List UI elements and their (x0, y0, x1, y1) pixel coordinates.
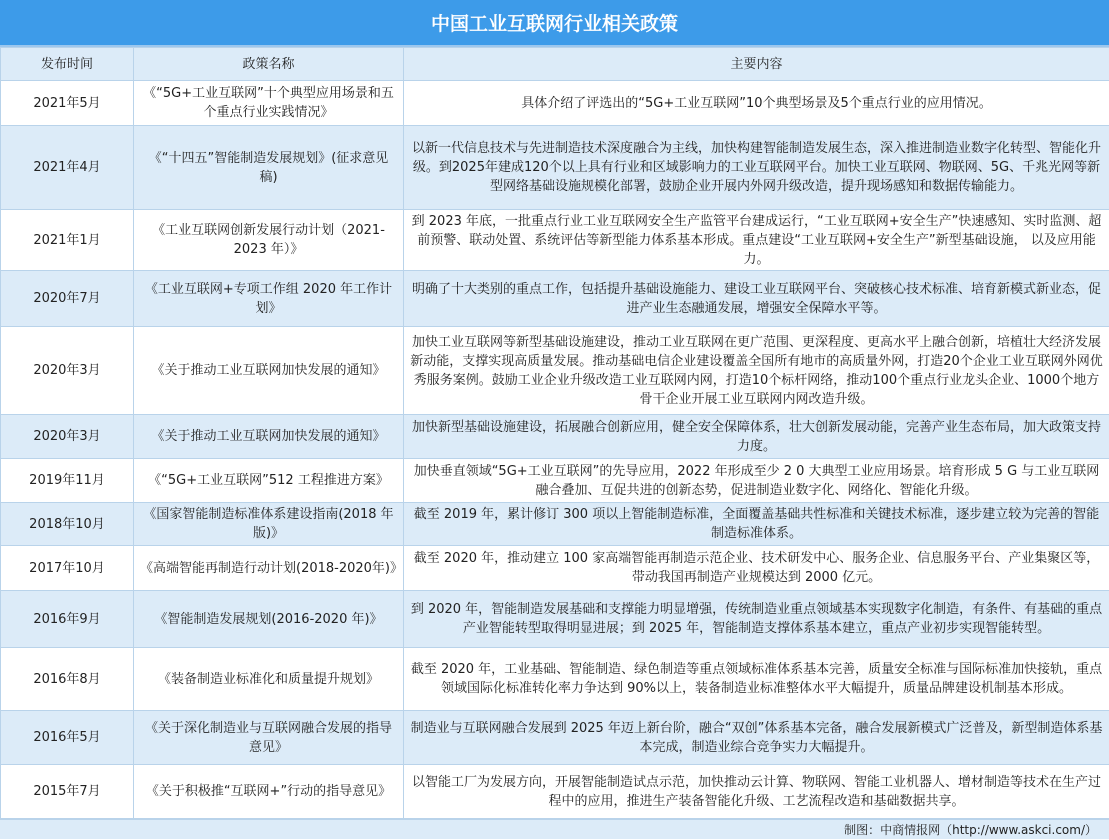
table-header-row (1, 48, 1109, 81)
table-row (1, 591, 1109, 648)
cell-date: 2021年1月 (1, 210, 134, 271)
cell-name: 《装备制造业标准化和质量提升规划》 (134, 648, 404, 711)
header-name: 政策名称 (134, 48, 404, 81)
cell-date: 2015年7月 (1, 765, 134, 819)
table-row (1, 415, 1109, 459)
cell-content: 具体介绍了评选出的“5G+工业互联网”10个典型场景及5个重点行业的应用情况。 (404, 81, 1109, 126)
cell-name: 《工业互联网+专项工作组 2020 年工作计划》 (134, 271, 404, 327)
cell-date: 2016年9月 (1, 591, 134, 648)
header-content: 主要内容 (404, 48, 1109, 81)
table-row (1, 459, 1109, 503)
cell-name: 《关于推动工业互联网加快发展的通知》 (134, 415, 404, 459)
table-row (1, 271, 1109, 327)
cell-content: 加快垂直领域“5G+工业互联网”的先导应用，2022 年形成至少 2 0 大典型工业应用场景。培育形成 5 G 与工业互联网融合叠加、互促共进的创新态势，促进制造业数字化、网络化、智能化升级。 (404, 459, 1109, 503)
cell-content: 以新一代信息技术与先进制造技术深度融合为主线，加快构建智能制造发展生态，深入推进制造业数字化转型、智能化升级。到2025年建成120个以上具有行业和区域影响力的工业互联网平台。加快工业互联网、物联网、5G、千兆光网等新型网络基础设施规模化部署，鼓励企业开展内外网升级改造，提升现场感知和数据传输能力。 (404, 126, 1109, 210)
cell-name: 《关于推动工业互联网加快发展的通知》 (134, 327, 404, 415)
source-footer: 制图：中商情报网（http://www.askci.com/） (0, 819, 1109, 839)
cell-date: 2021年4月 (1, 126, 134, 210)
table-row (1, 648, 1109, 711)
cell-content: 截至 2019 年，累计修订 300 项以上智能制造标准，全面覆盖基础共性标准和关键技术标准，逐步建立较为完善的智能制造标准体系。 (404, 503, 1109, 546)
cell-content: 截至 2020 年，推动建立 100 家高端智能再制造示范企业、技术研发中心、服务企业、信息服务平台、产业集聚区等，带动我国再制造产业规模达到 2000 亿元。 (404, 546, 1109, 591)
cell-content: 到 2023 年底，一批重点行业工业互联网安全生产监管平台建成运行，“工业互联网+安全生产”快速感知、实时监测、超前预警、联动处置、系统评估等新型能力体系基本形成。重点建设“工业互联网+安全生产”新型基础设施， 以及应用能力。 (404, 210, 1109, 271)
table-row (1, 210, 1109, 271)
table-row (1, 81, 1109, 126)
table-title: 中国工业互联网行业相关政策 (0, 0, 1109, 47)
cell-content: 明确了十大类别的重点工作，包括提升基础设施能力、建设工业互联网平台、突破核心技术标准、培育新模式新业态，促进产业生态融通发展，增强安全保障水平等。 (404, 271, 1109, 327)
table-row (1, 327, 1109, 415)
cell-date: 2016年5月 (1, 711, 134, 765)
cell-content: 到 2020 年，智能制造发展基础和支撑能力明显增强，传统制造业重点领域基本实现数字化制造，有条件、有基础的重点产业智能转型取得明显进展；到 2025 年，智能制造支撑体系基本建立，重点产业初步实现智能转型。 (404, 591, 1109, 648)
cell-date: 2019年11月 (1, 459, 134, 503)
table-row (1, 711, 1109, 765)
cell-content: 加快新型基础设施建设，拓展融合创新应用，健全安全保障体系，壮大创新发展动能，完善产业生态布局，加大政策支持力度。 (404, 415, 1109, 459)
cell-content: 加快工业互联网等新型基础设施建设，推动工业互联网在更广范围、更深程度、更高水平上融合创新，培植壮大经济发展新动能，支撑实现高质量发展。推动基础电信企业建设覆盖全国所有地市的高质量外网，打造20个企业工业互联网外网优秀服务案例。鼓励工业企业升级改造工业互联网内网，打造10个标杆网络，推动100个重点行业龙头企业、1000个地方骨干企业开展工业互联网内网改造升级。 (404, 327, 1109, 415)
cell-date: 2018年10月 (1, 503, 134, 546)
cell-name: 《关于深化制造业与互联网融合发展的指导意见》 (134, 711, 404, 765)
cell-name: 《工业互联网创新发展行动计划（2021-2023 年）》 (134, 210, 404, 271)
cell-name: 《高端智能再制造行动计划(2018-2020年)》 (134, 546, 404, 591)
cell-name: 《“5G+工业互联网”512 工程推进方案》 (134, 459, 404, 503)
policy-table (0, 47, 1109, 819)
cell-name: 《智能制造发展规划(2016-2020 年)》 (134, 591, 404, 648)
cell-name: 《关于积极推“互联网+”行动的指导意见》 (134, 765, 404, 819)
cell-name: 《“十四五”智能制造发展规划》(征求意见稿) (134, 126, 404, 210)
cell-name: 《“5G+工业互联网”十个典型应用场景和五个重点行业实践情况》 (134, 81, 404, 126)
table-row (1, 126, 1109, 210)
cell-date: 2021年5月 (1, 81, 134, 126)
table-row (1, 765, 1109, 819)
cell-date: 2017年10月 (1, 546, 134, 591)
cell-date: 2020年3月 (1, 415, 134, 459)
cell-date: 2020年7月 (1, 271, 134, 327)
table-row (1, 546, 1109, 591)
header-date: 发布时间 (1, 48, 134, 81)
cell-content: 以智能工厂为发展方向，开展智能制造试点示范，加快推动云计算、物联网、智能工业机器人、增材制造等技术在生产过程中的应用，推进生产装备智能化升级、工艺流程改造和基础数据共享。 (404, 765, 1109, 819)
cell-date: 2016年8月 (1, 648, 134, 711)
cell-content: 制造业与互联网融合发展到 2025 年迈上新台阶，融合“双创”体系基本完备，融合发展新模式广泛普及，新型制造体系基本完成，制造业综合竞争实力大幅提升。 (404, 711, 1109, 765)
cell-content: 截至 2020 年，工业基础、智能制造、绿色制造等重点领域标准体系基本完善，质量安全标准与国际标准加快接轨，重点领域国际化标准转化率力争达到 90%以上，装备制造业标准整体水平大幅提升，质量品牌建设机制基本形成。 (404, 648, 1109, 711)
table-row (1, 503, 1109, 546)
cell-date: 2020年3月 (1, 327, 134, 415)
cell-name: 《国家智能制造标准体系建设指南(2018 年版)》 (134, 503, 404, 546)
